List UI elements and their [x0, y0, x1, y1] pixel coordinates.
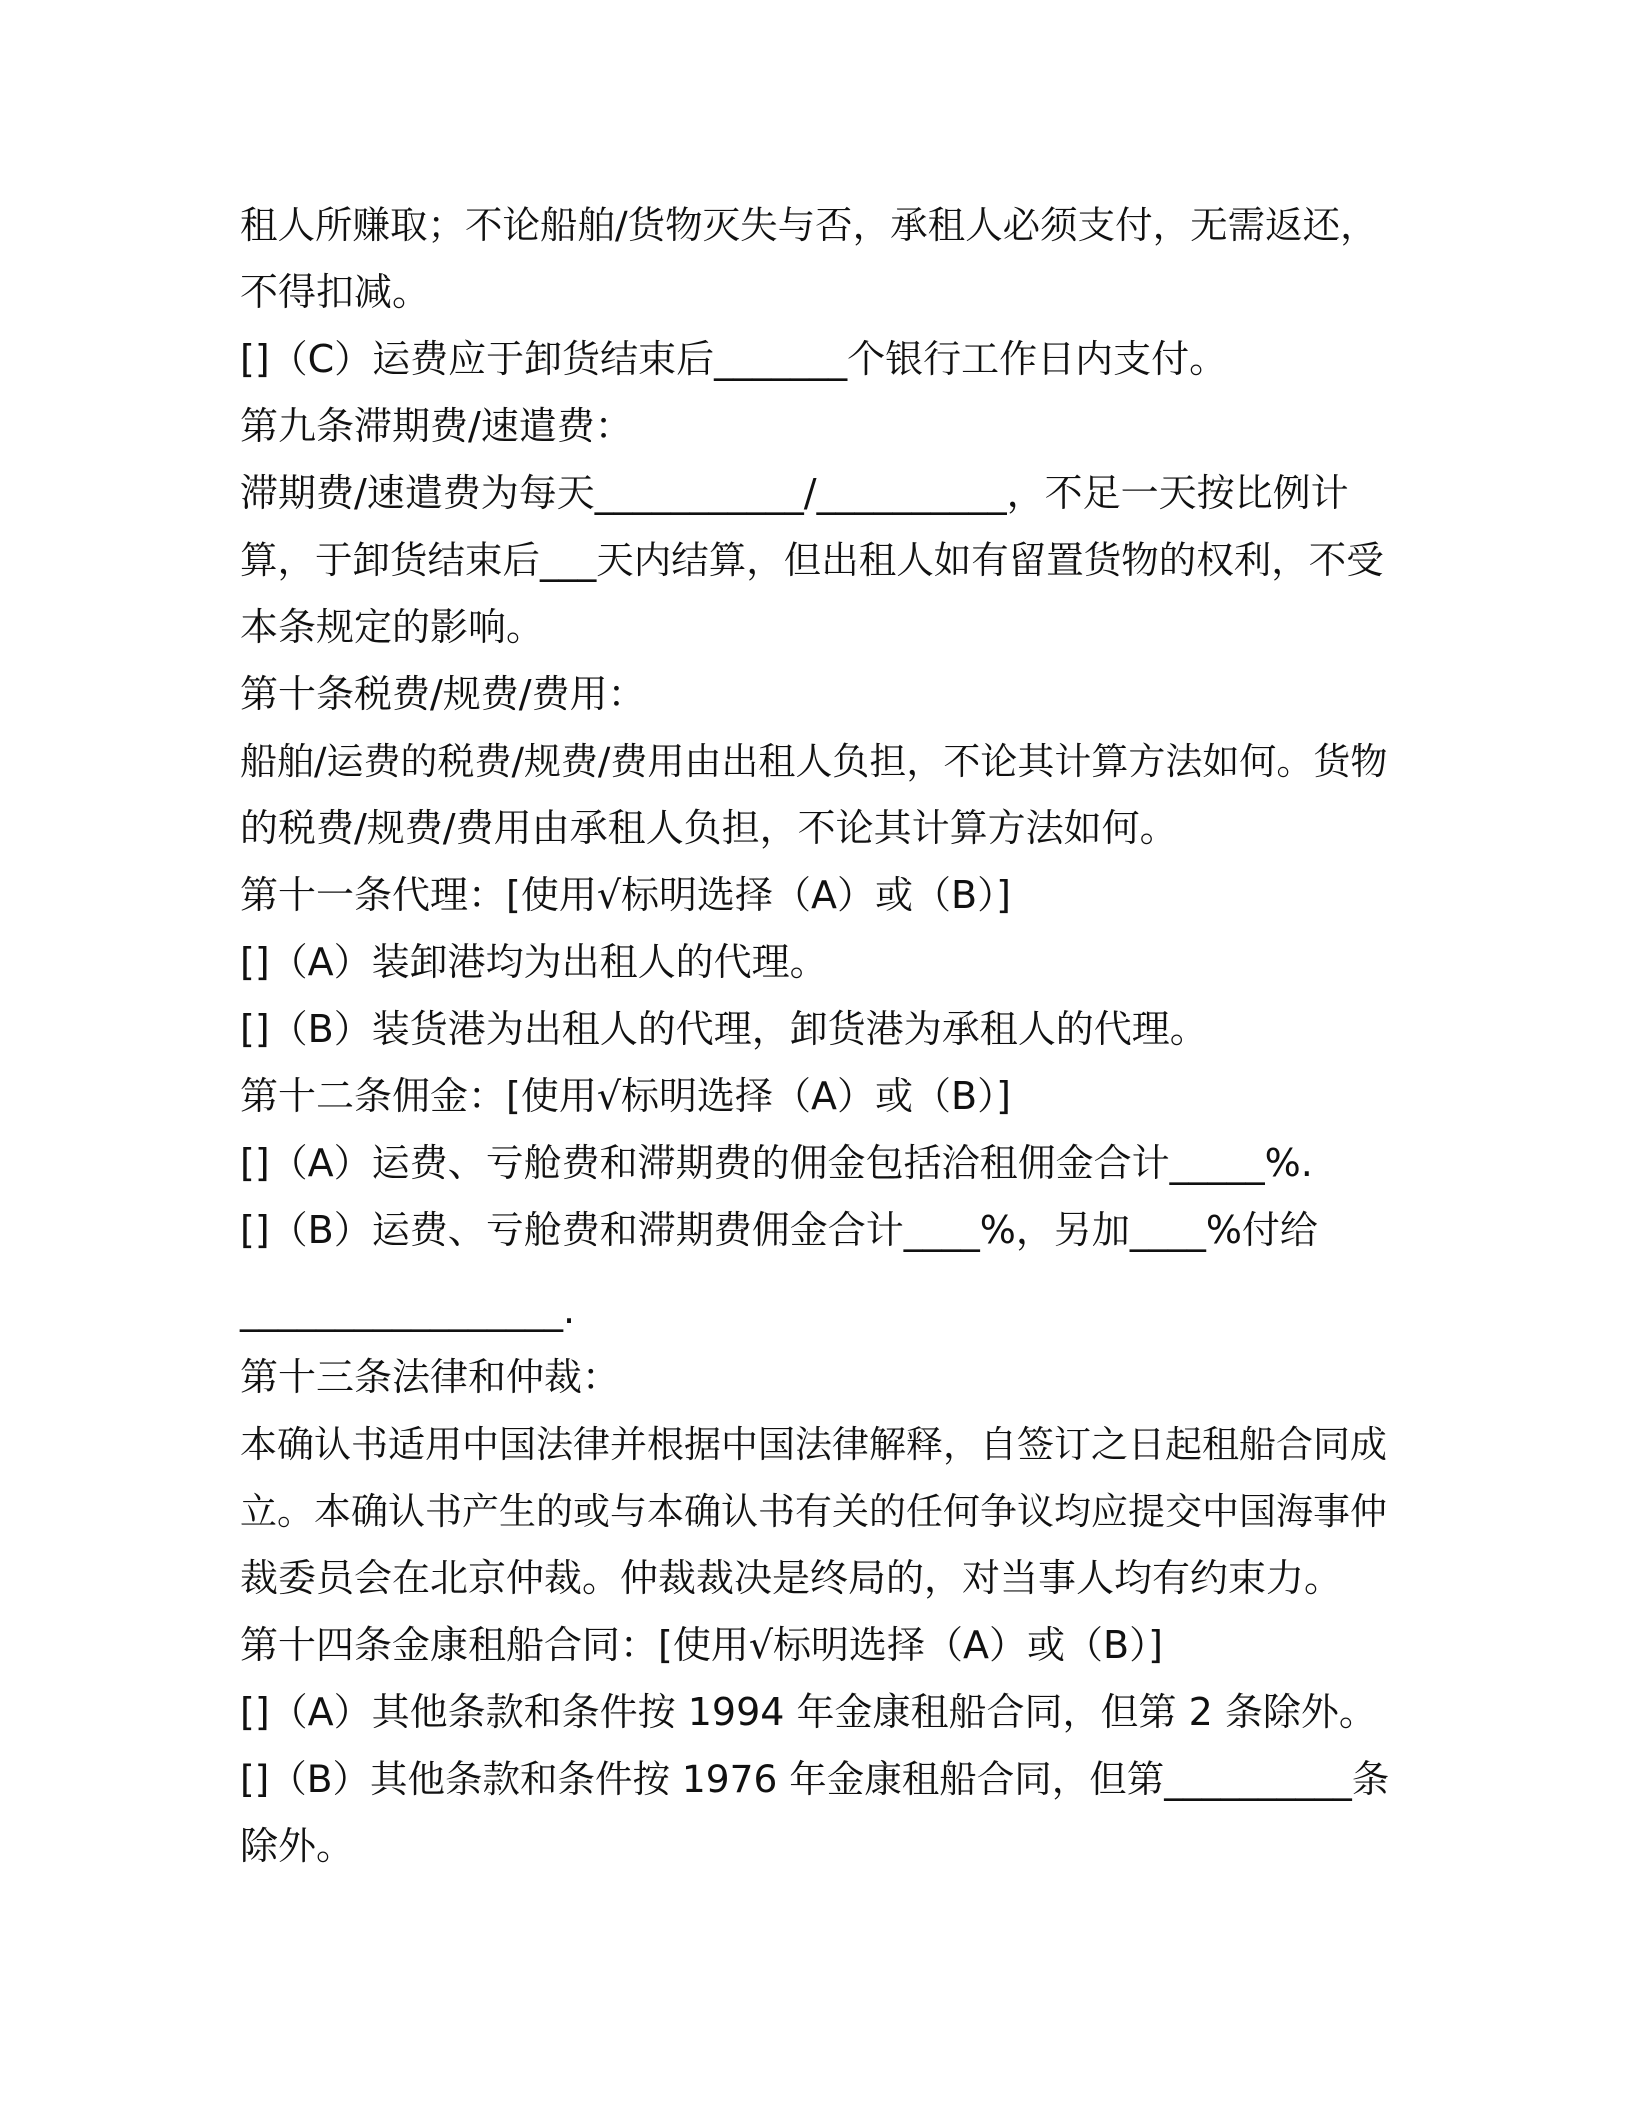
section-heading-12: 第十二条佣金：[使用√标明选择（A）或（B）] [240, 1074, 1011, 1118]
text-line: 滞期费/速遣费为每天___________/__________，不足一天按比例计 [240, 471, 1349, 515]
section-heading-14: 第十四条金康租船合同：[使用√标明选择（A）或（B）] [240, 1623, 1163, 1667]
text-line: 不得扣减。 [240, 270, 431, 314]
text-line: _________________. [240, 1288, 576, 1332]
option-line: []（B）装货港为出租人的代理，卸货港为承租人的代理。 [240, 1007, 1208, 1051]
section-heading-13: 第十三条法律和仲裁： [240, 1355, 621, 1399]
text-line: 本确认书适用中国法律并根据中国法律解释，自签订之日起租船合同成 [240, 1423, 1387, 1466]
text-line: []（C）运费应于卸货结束后_______个银行工作日内支付。 [240, 337, 1228, 381]
option-line: []（A）其他条款和条件按 1994 年金康租船合同，但第 2 条除外。 [240, 1690, 1377, 1734]
option-line: []（A）装卸港均为出租人的代理。 [240, 940, 828, 984]
option-line: []（A）运费、亏舱费和滞期费的佣金包括洽租佣金合计_____%. [240, 1141, 1313, 1185]
section-heading-9: 第九条滞期费/速遣费： [240, 404, 633, 448]
section-heading-11: 第十一条代理：[使用√标明选择（A）或（B）] [240, 873, 1011, 917]
text-line: 立。本确认书产生的或与本确认书有关的任何争议均应提交中国海事仲 [240, 1490, 1387, 1533]
text-line: 算，于卸货结束后___天内结算，但出租人如有留置货物的权利，不受 [240, 538, 1384, 582]
section-heading-10: 第十条税费/规费/费用： [240, 672, 646, 716]
text-line: 本条规定的影响。 [240, 605, 545, 649]
option-line: []（B）运费、亏舱费和滞期费佣金合计____%，另加____%付给 [240, 1208, 1318, 1252]
text-line: 船舶/运费的税费/规费/费用由出租人负担，不论其计算方法如何。货物 [240, 740, 1388, 783]
text-line: 除外。 [240, 1824, 355, 1868]
text-line: 租人所赚取；不论船舶/货物灭失与否，承租人必须支付，无需返还， [240, 203, 1378, 247]
text-line: 的税费/规费/费用由承租人负担，不论其计算方法如何。 [240, 806, 1178, 850]
text-line: 裁委员会在北京仲裁。仲裁裁决是终局的，对当事人均有约束力。 [240, 1556, 1343, 1600]
document-page [240, 192, 1390, 1880]
option-line: []（B）其他条款和条件按 1976 年金康租船合同，但第__________条 [240, 1757, 1390, 1801]
